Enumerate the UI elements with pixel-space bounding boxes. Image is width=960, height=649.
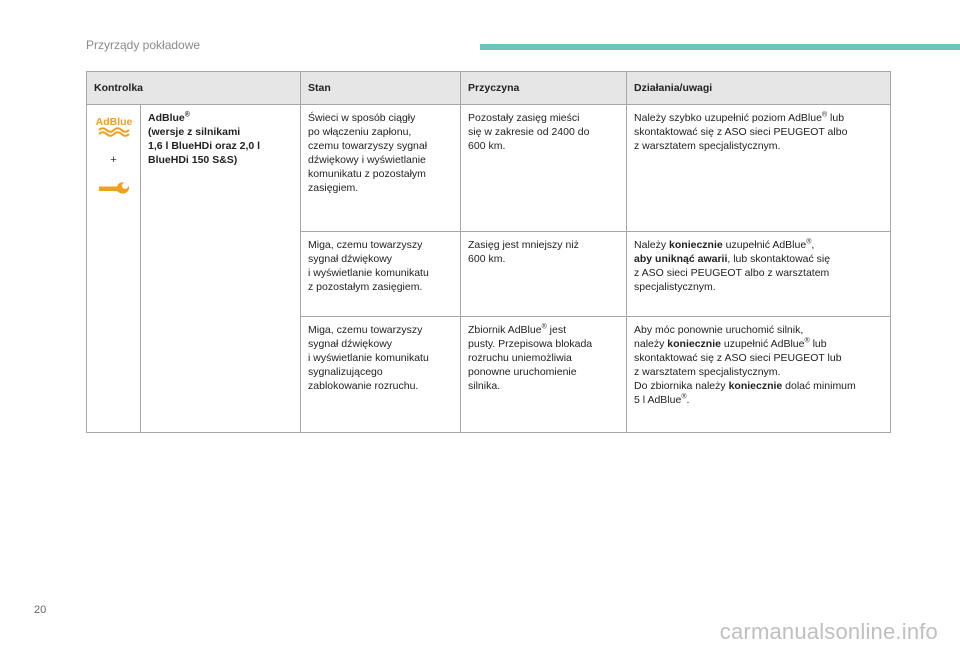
header-accent-bar: [480, 44, 960, 50]
header-przyczyna: Przyczyna: [461, 72, 627, 105]
section-title: Przyrządy pokładowe: [86, 38, 201, 52]
watermark: carmanualsonline.info: [719, 619, 938, 644]
indicator-name-line: BlueHDi 150 S&S): [148, 154, 238, 166]
plus-sign: +: [110, 154, 117, 166]
indicator-name-cell: AdBlue® (wersje z silnikami 1,6 l BlueHDi oraz 2,0 l BlueHDi 150 S&S): [141, 105, 301, 433]
indicator-name-line: (wersje z silnikami: [148, 126, 241, 138]
header-kontrolka: Kontrolka: [87, 72, 301, 105]
wrench-icon: [97, 181, 131, 197]
icon-cell: [87, 105, 141, 433]
header-dzialania: Działania/uwagi: [627, 72, 891, 105]
indicator-name-line: 1,6 l BlueHDi oraz 2,0 l: [148, 140, 261, 152]
dzialania-cell: Aby móc ponownie uruchomić silnik, należy koniecznie uzupełnić AdBlue® lub skontaktować się z ASO sieci PEUGEOT lub z warsztatem specjalistycznym. Do zbiornika należy koniecznie dolać minimum 5 l AdBlue®.: [627, 317, 891, 433]
adblue-icon-text: AdBlue: [95, 116, 132, 128]
stan-cell: Świeci w sposób ciągły po włączeniu zapłonu, czemu towarzyszy sygnał dźwiękowy i wyświetlanie komunikatu z pozostałym zasięgiem.: [301, 105, 461, 232]
przyczyna-cell: Zbiornik AdBlue® jest pusty. Przepisowa blokada rozruchu uniemożliwia ponowne uruchomienie silnika.: [461, 317, 627, 433]
przyczyna-cell: Pozostały zasięg mieści się w zakresie od 2400 do 600 km.: [461, 105, 627, 232]
header-stan: Stan: [301, 72, 461, 105]
stan-cell: Miga, czemu towarzyszy sygnał dźwiękowy i wyświetlanie komunikatu sygnalizującego zablokowanie rozruchu.: [301, 317, 461, 433]
dzialania-cell: Należy szybko uzupełnić poziom AdBlue® lub skontaktować się z ASO sieci PEUGEOT albo z warsztatem specjalistycznym.: [627, 105, 891, 232]
adblue-icon: [94, 115, 134, 137]
page-number: 20: [34, 604, 47, 616]
przyczyna-cell: Zasięg jest mniejszy niż 600 km.: [461, 232, 627, 317]
indicator-table: [86, 71, 891, 433]
table-header-row: [87, 72, 891, 105]
indicator-name-title: AdBlue: [148, 112, 185, 124]
stan-cell: Miga, czemu towarzyszy sygnał dźwiękowy i wyświetlanie komunikatu z pozostałym zasięgiem.: [301, 232, 461, 317]
dzialania-cell: Należy koniecznie uzupełnić AdBlue®, aby uniknąć awarii, lub skontaktować się z ASO sieci PEUGEOT albo z warsztatem specjalistycznym.: [627, 232, 891, 317]
table-row: [87, 105, 891, 232]
